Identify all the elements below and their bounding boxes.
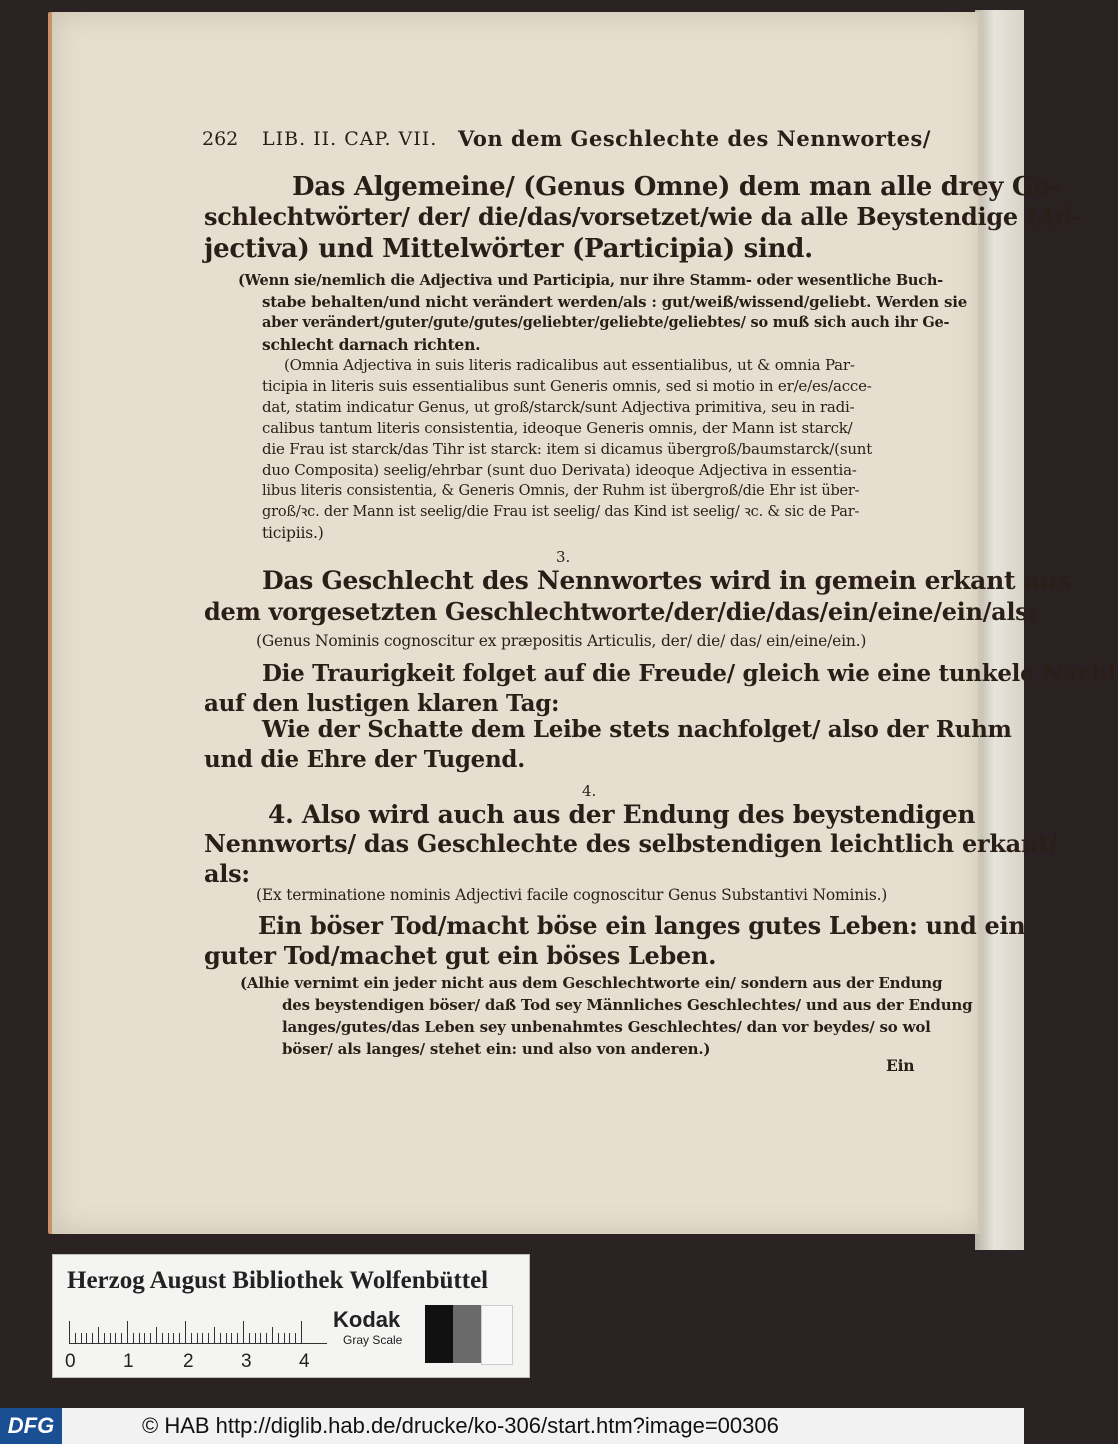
ruler-tick (81, 1333, 82, 1343)
text-line: schlechtwörter/ der/ die/das/vorsetzet/wie da alle Beystendige (Ad- (204, 202, 1082, 231)
ruler-tick (202, 1333, 203, 1343)
ruler-tick (179, 1333, 180, 1343)
institution-name: Herzog August Bibliothek Wolfenbüttel (67, 1267, 489, 1294)
footer-bar (0, 1408, 1024, 1444)
ruler-tick (98, 1327, 99, 1343)
text-line: (Genus Nominis cognoscitur ex præpositis Articulis, der/ die/ das/ ein/eine/ein.) (256, 632, 867, 650)
gray-swatch-white (481, 1305, 513, 1365)
ruler-tick (133, 1333, 134, 1343)
gray-scale-label: Gray Scale (343, 1333, 403, 1347)
dfg-logo: DFG (0, 1408, 62, 1444)
ruler-tick (278, 1333, 279, 1343)
text-line: Ein böser Tod/macht böse ein langes gutes Leben: und ein (258, 911, 1026, 940)
gray-swatch-black (425, 1305, 453, 1363)
text-line: stabe behalten/und nicht verändert werden/als : gut/weiß/wissend/geliebt. Werden sie (262, 293, 968, 311)
text-line: libus literis consistentia, & Generis Omnis, der Ruhm ist übergroß/die Ehr ist über- (262, 483, 860, 499)
text-line: ticipia in literis suis essentialibus sunt Generis omnis, sed si motio in er/e/es/acce- (262, 377, 872, 395)
text-line: als: (204, 859, 250, 888)
text-line: 4. Also wird auch aus der Endung des beystendigen (268, 800, 976, 829)
catchword: Ein (886, 1056, 915, 1075)
text-line: ticipiis.) (262, 524, 324, 542)
ruler-tick (185, 1321, 186, 1343)
ruler (69, 1343, 327, 1344)
ruler-tick (104, 1333, 105, 1343)
copyright-link[interactable]: © HAB http://diglib.hab.de/drucke/ko-306/start.htm?image=00306 (142, 1413, 779, 1438)
text-line: langes/gutes/das Leben sey unbenahmtes Geschlechtes/ dan vor beydes/ so wol (282, 1018, 931, 1036)
gray-swatch-mid (453, 1305, 481, 1363)
ruler-tick (156, 1327, 157, 1343)
ruler-tick (69, 1321, 70, 1343)
ruler-tick (266, 1333, 267, 1343)
ruler-tick (92, 1333, 93, 1343)
text-line: aber verändert/guter/gute/gutes/geliebter/geliebte/geliebtes/ so muß sich auch ihr Ge- (262, 314, 950, 331)
ruler-tick (86, 1333, 87, 1343)
ruler-tick (255, 1333, 256, 1343)
ruler-number: 2 (183, 1351, 194, 1372)
section-number: 3. (556, 548, 571, 566)
ruler-tick (168, 1333, 169, 1343)
ruler-tick (260, 1333, 261, 1343)
text-line: jectiva) und Mittelwörter (Participia) sind. (204, 234, 813, 264)
text-line: die Frau ist starck/das Tihr ist starck: item si dicamus übergroß/baumstarck/(sunt (262, 440, 873, 458)
ruler-tick (75, 1333, 76, 1343)
ruler-tick (226, 1333, 227, 1343)
ruler-tick (144, 1333, 145, 1343)
ruler-number: 3 (241, 1351, 252, 1372)
ruler-tick (127, 1321, 128, 1343)
page-number: 262 (202, 128, 239, 150)
text-line: (Wenn sie/nemlich die Adjectiva und Participia, nur ihre Stamm- oder wesentliche Buch- (238, 272, 944, 289)
ruler-tick (150, 1333, 151, 1343)
text-line: guter Tod/machet gut ein böses Leben. (204, 941, 717, 970)
ruler-number: 4 (299, 1351, 310, 1372)
book-reference: LIB. II. CAP. VII. (262, 128, 438, 150)
kodak-brand: Kodak (333, 1307, 401, 1332)
text-line: Wie der Schatte dem Leibe stets nachfolget/ also der Ruhm (262, 716, 1012, 743)
ruler-tick (231, 1333, 232, 1343)
text-line: des beystendigen böser/ daß Tod sey Männliches Geschlechtes/ und aus der Endung (282, 996, 973, 1014)
text-line: groß/ꝛc. der Mann ist seelig/die Frau ist seelig/ das Kind ist seelig/ ꝛc. & sic de Par- (262, 504, 860, 520)
text-line: schlecht darnach richten. (262, 335, 481, 354)
text-line: und die Ehre der Tugend. (204, 746, 525, 773)
book-page (48, 12, 1118, 1234)
text-line: (Ex terminatione nominis Adjectivi facile cognoscitur Genus Substantivi Nominis.) (256, 886, 888, 904)
text-line: Die Traurigkeit folget auf die Freude/ gleich wie eine tunkele Nacht (262, 660, 1118, 687)
ruler-tick (214, 1327, 215, 1343)
running-title: Von dem Geschlechte des Nennwortes/ (458, 126, 931, 151)
section-number: 4. (582, 782, 597, 800)
ruler-tick (289, 1333, 290, 1343)
text-line: Das Geschlecht des Nennwortes wird in gemein erkant aus (262, 566, 1072, 595)
ruler-number: 0 (65, 1351, 76, 1372)
text-line: auf den lustigen klaren Tag: (204, 690, 560, 717)
ruler-tick (197, 1333, 198, 1343)
ruler-tick (191, 1333, 192, 1343)
ruler-tick (173, 1333, 174, 1343)
ruler-tick (237, 1333, 238, 1343)
text-line: dat, statim indicatur Genus, ut groß/starck/sunt Adjectiva primitiva, seu in radi- (262, 398, 855, 416)
ruler-tick (121, 1333, 122, 1343)
ruler-tick (139, 1333, 140, 1343)
ruler-tick (243, 1321, 244, 1343)
text-line: calibus tantum literis consistentia, ideoque Generis omnis, der Mann ist starck/ (262, 419, 853, 437)
text-line: dem vorgesetzten Geschlechtworte/der/die/das/ein/eine/ein/als: (204, 597, 1037, 626)
color-scale-card (52, 1254, 530, 1378)
text-line: Das Algemeine/ (Genus Omne) dem man alle drey Ge- (292, 172, 1061, 202)
ruler-tick (162, 1333, 163, 1343)
ruler-tick (115, 1333, 116, 1343)
text-line: (Omnia Adjectiva in suis literis radicalibus aut essentialibus, ut & omnia Par- (284, 356, 855, 374)
ruler-tick (272, 1327, 273, 1343)
ruler-tick (220, 1333, 221, 1343)
text-line: böser/ als langes/ stehet ein: und also von anderen.) (282, 1040, 711, 1058)
ruler-tick (284, 1333, 285, 1343)
ruler-tick (208, 1333, 209, 1343)
ruler-tick (110, 1333, 111, 1343)
text-line: duo Composita) seelig/ehrbar (sunt duo Derivata) ideoque Adjectiva in essentia- (262, 461, 857, 479)
ruler-number: 1 (123, 1351, 134, 1372)
text-line: (Alhie vernimt ein jeder nicht aus dem Geschlechtworte ein/ sondern aus der Endung (240, 974, 943, 992)
text-line: Nennworts/ das Geschlechte des selbstendigen leichtlich erkant/ (204, 829, 1058, 858)
ruler-tick (301, 1321, 302, 1343)
ruler-tick (295, 1333, 296, 1343)
ruler-tick (249, 1333, 250, 1343)
